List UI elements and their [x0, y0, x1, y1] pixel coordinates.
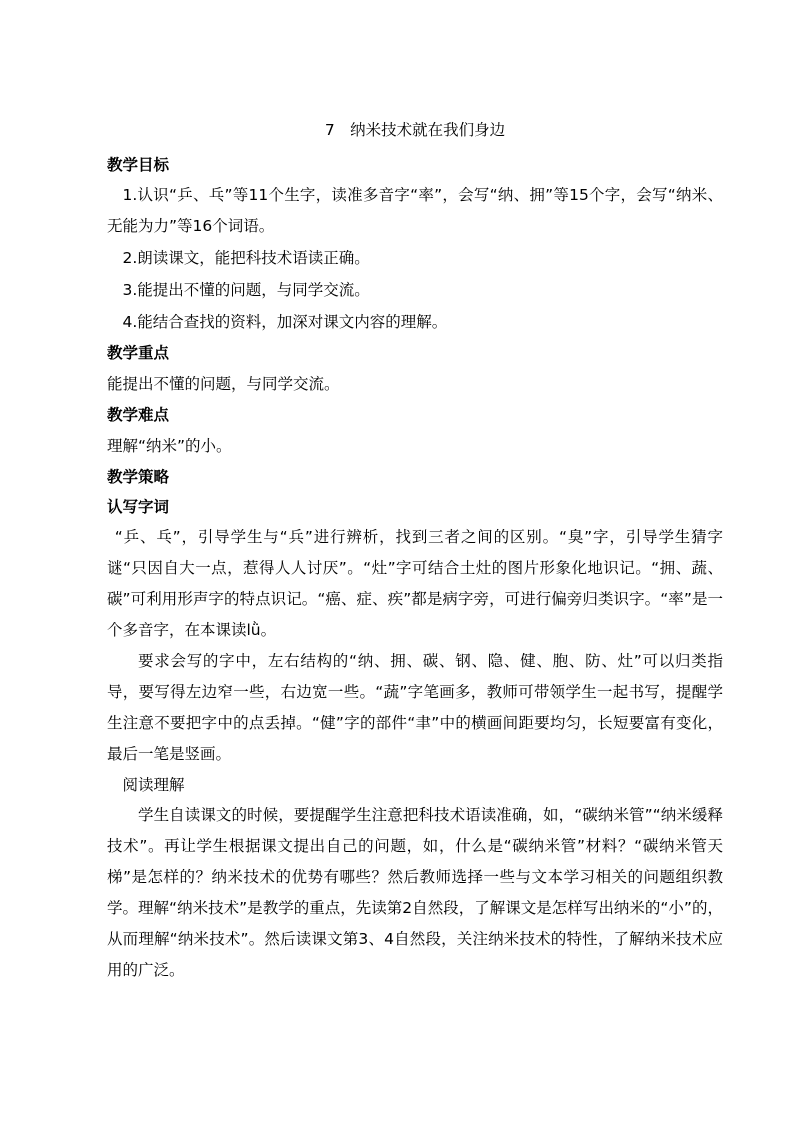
- literacy-paragraph-1: “乒、乓”，引导学生与“兵”进行辨析，找到三者之间的区别。“臭”字，引导学生猜字谜“只因自大一点，惹得人人讨厌”。“灶”字可结合土灶的图片形象化地识记。“拥、蔬、碳”可利用形声字的特点识记。“癌、症、疾”都是病字旁，可进行偏旁归类识字。“率”是一个多音字，在本课读lǜ。: [107, 528, 723, 639]
- objectives-heading: 教学目标: [107, 156, 170, 174]
- literacy-heading: 认写字词: [107, 498, 170, 516]
- difficulty-text: 理解“纳米”的小。: [107, 437, 232, 455]
- objective-item-1: 1.认识“乒、乓”等11个生字，读准多音字“率”，会写“纳、拥”等15个字，会写“纳米、无能为力”等16个词语。: [107, 186, 723, 235]
- strategy-heading: 教学策略: [107, 468, 170, 486]
- reading-heading: 阅读理解: [122, 776, 185, 794]
- key-point-heading: 教学重点: [107, 344, 170, 362]
- objective-item-3: 3.能提出不懂的问题，与同学交流。: [122, 281, 370, 299]
- literacy-paragraph-2: 要求会写的字中，左右结构的“纳、拥、碳、钢、隐、健、胞、防、灶”可以归类指导，要写得左边窄一些，右边宽一些。“蔬”字笔画多，教师可带领学生一起书写，提醒学生注意不要把字中的点丢掉。“健”字的部件“聿”中的横画间距要均匀，长短要富有变化，最后一笔是竖画。: [107, 652, 723, 763]
- document-body: [107, 118, 723, 986]
- difficulty-heading: 教学难点: [107, 406, 170, 424]
- key-point-text: 能提出不懂的问题，与同学交流。: [107, 375, 340, 393]
- reading-paragraph-1: 学生自读课文的时候，要提醒学生注意把科技术语读准确，如，“碳纳米管”“纳米缓释技术”。再让学生根据课文提出自己的问题，如，什么是“碳纳米管”材料？“碳纳米管天梯”是怎样的？纳米技术的优势有哪些？然后教师选择一些与文本学习相关的问题组织教学。理解“纳米技术”是教学的重点，先读第2自然段，了解课文是怎样写出纳米的“小”的，从而理解“纳米技术”。然后读课文第3、4自然段，关注纳米技术的特性，了解纳米技术应用的广泛。: [107, 806, 723, 979]
- objective-item-2: 2.朗读课文，能把科技术语读正确。: [122, 249, 370, 267]
- objective-item-4: 4.能结合查找的资料，加深对课文内容的理解。: [122, 313, 448, 331]
- lesson-title: 7 纳米技术就在我们身边: [324, 121, 506, 139]
